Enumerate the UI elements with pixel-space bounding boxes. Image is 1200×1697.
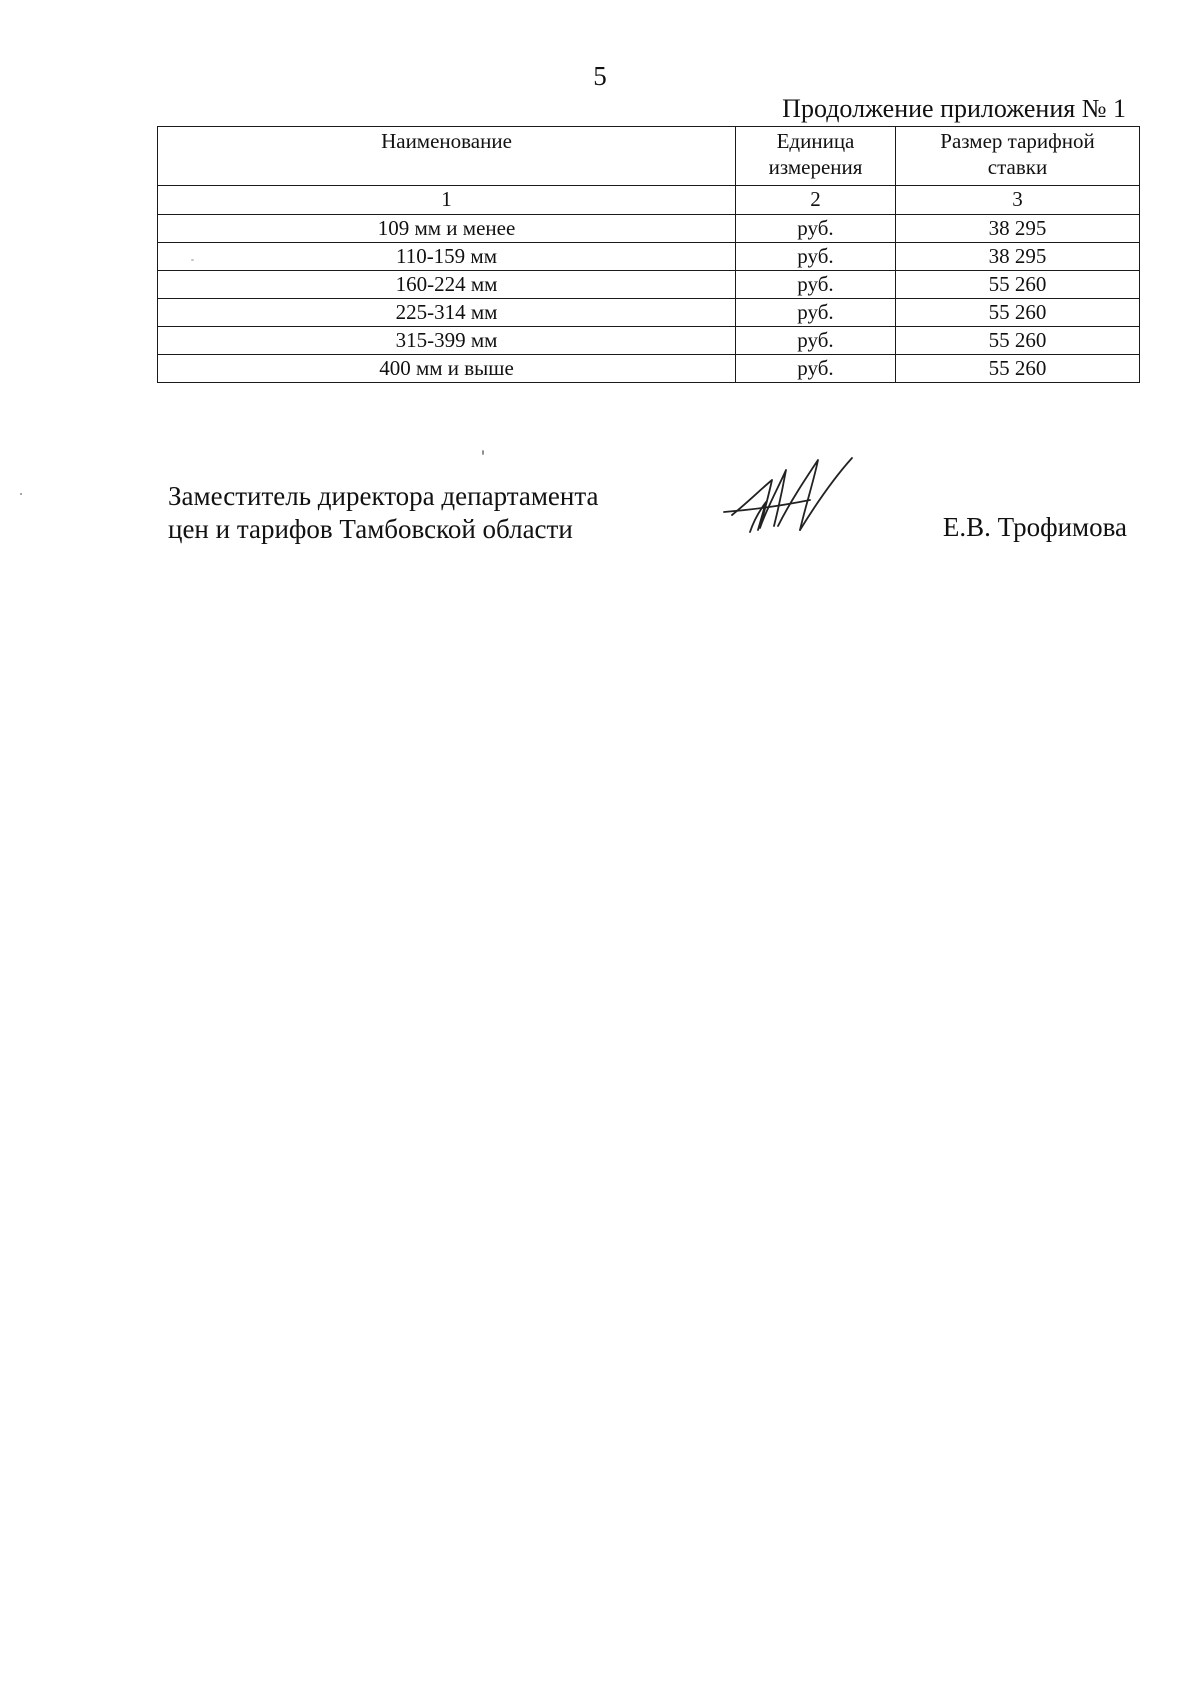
- table-row: [158, 327, 1140, 355]
- column-number: 3: [896, 186, 1140, 215]
- header-rate: Размер тарифной ставки: [896, 127, 1140, 186]
- row-unit: руб.: [736, 355, 896, 383]
- table-row: [158, 243, 1140, 271]
- row-name: 225-314 мм: [158, 299, 736, 327]
- table-row: [158, 271, 1140, 299]
- row-rate: 38 295: [896, 215, 1140, 243]
- header-name: Наименование: [158, 127, 736, 186]
- signer-name: Е.В. Трофимова: [942, 512, 1127, 542]
- table-header-row: [158, 127, 1140, 186]
- table-row: [158, 355, 1140, 383]
- row-rate: 55 260: [896, 271, 1140, 299]
- row-rate: 55 260: [896, 355, 1140, 383]
- row-unit: руб.: [736, 243, 896, 271]
- column-number: 1: [158, 186, 736, 215]
- row-unit: руб.: [736, 215, 896, 243]
- row-unit: руб.: [736, 271, 896, 299]
- scan-speck: [482, 450, 484, 455]
- page-number: 5: [593, 61, 607, 91]
- column-number-row: [158, 186, 1140, 215]
- table-row: [158, 299, 1140, 327]
- row-name: 400 мм и выше: [158, 355, 736, 383]
- column-number: 2: [736, 186, 896, 215]
- row-rate: 55 260: [896, 299, 1140, 327]
- signer-position-line: цен и тарифов Тамбовской области: [168, 514, 573, 544]
- scan-speck: [20, 493, 22, 495]
- row-name: 160-224 мм: [158, 271, 736, 299]
- row-name: 315-399 мм: [158, 327, 736, 355]
- row-unit: руб.: [736, 299, 896, 327]
- appendix-continuation-label: Продолжение приложения № 1: [782, 94, 1126, 123]
- signer-position-line: Заместитель директора департамента: [168, 481, 599, 511]
- tariff-table: [157, 126, 1140, 383]
- row-rate: 55 260: [896, 327, 1140, 355]
- row-rate: 38 295: [896, 243, 1140, 271]
- signer-position: [168, 480, 598, 546]
- table-row: [158, 215, 1140, 243]
- row-name: 110-159 мм: [158, 243, 736, 271]
- header-unit: Единица измерения: [736, 127, 896, 186]
- scan-speck: [191, 259, 194, 261]
- row-name: 109 мм и менее: [158, 215, 736, 243]
- handwritten-signature: [720, 440, 860, 540]
- row-unit: руб.: [736, 327, 896, 355]
